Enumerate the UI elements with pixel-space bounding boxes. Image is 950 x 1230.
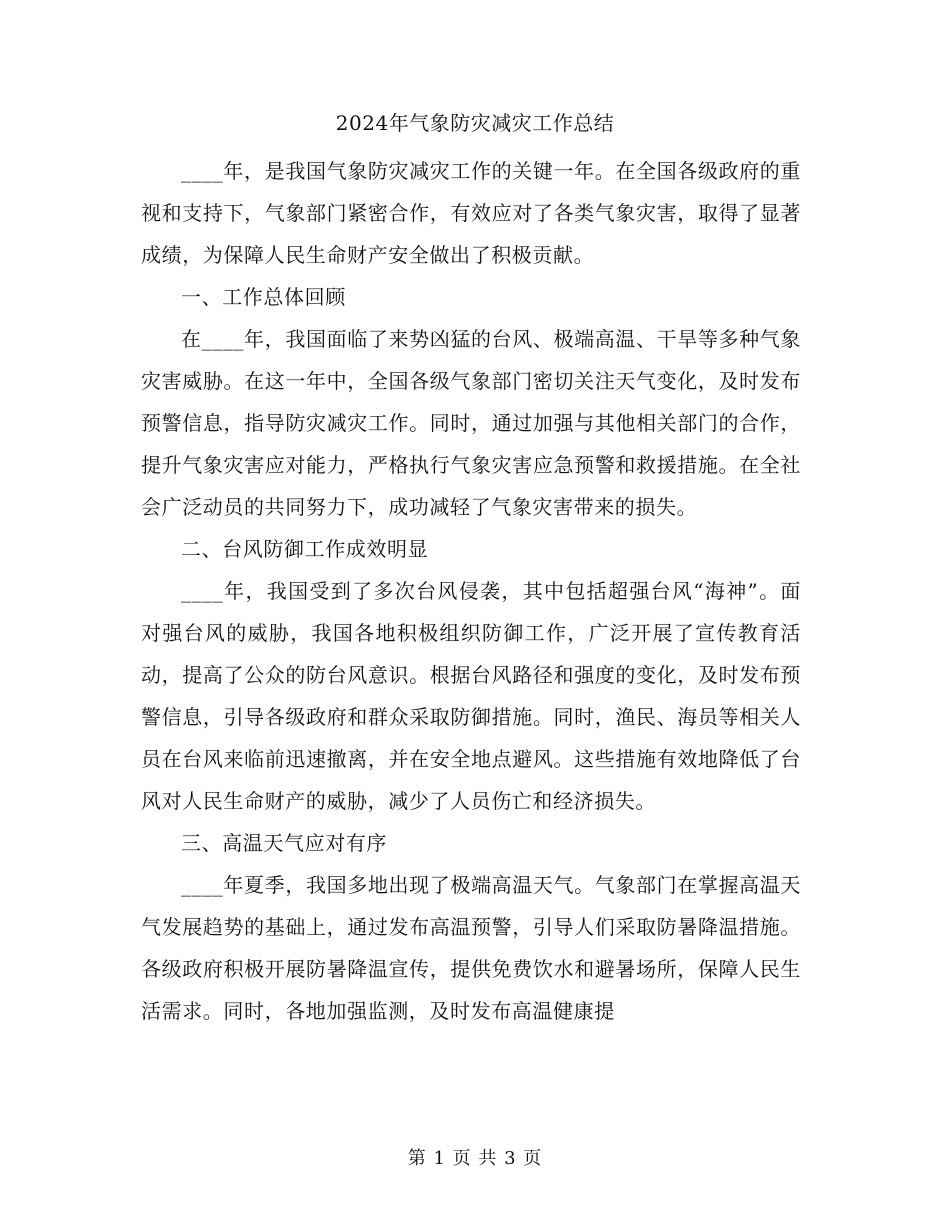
section-heading-heat: 三、高温天气应对有序 bbox=[181, 831, 387, 855]
heat-paragraph: ____年夏季，我国多地出现了极端高温天气。气象部门在掌握高温天气发展趋势的基础上，通过发布高温预警，引导人们采取防暑降温措施。各级政府积极开展防暑降温宣传，提供免费饮水和避暑场所，保障人民生活需求。同时，各地加强监测，及时发布高温健康提 bbox=[141, 873, 801, 1023]
typhoon-paragraph: ____年，我国受到了多次台风侵袭，其中包括超强台风“海神”。面对强台风的威胁，我国各地积极组织防御工作，广泛开展了宣传教育活动，提高了公众的防台风意识。根据台风路径和强度的变化，及时发布预警信息，引导各级政府和群众采取防御措施。同时，渔民、海员等相关人员在台风来临前迅速撤离，并在安全地点避风。这些措施有效地降低了台风对人民生命财产的威胁，减少了人员伤亡和经济损失。 bbox=[141, 579, 801, 813]
section-heading-overview: 一、工作总体回顾 bbox=[181, 285, 346, 309]
intro-paragraph: ____年，是我国气象防灾减灾工作的关键一年。在全国各级政府的重视和支持下，气象部门紧密合作，有效应对了各类气象灾害，取得了显著成绩，为保障人民生命财产安全做出了积极贡献。 bbox=[141, 159, 801, 267]
page-number-footer: 第 1 页 共 3 页 bbox=[407, 1148, 543, 1169]
section-heading-typhoon: 二、台风防御工作成效明显 bbox=[181, 537, 429, 561]
document-title: 2024年气象防灾减灾工作总结 bbox=[335, 111, 615, 135]
overview-paragraph: 在____年，我国面临了来势凶猛的台风、极端高温、干旱等多种气象灾害威胁。在这一年中，全国各级气象部门密切关注天气变化，及时发布预警信息，指导防灾减灾工作。同时，通过加强与其他相关部门的合作，提升气象灾害应对能力，严格执行气象灾害应急预警和救援措施。在全社会广泛动员的共同努力下，成功减轻了气象灾害带来的损失。 bbox=[141, 327, 801, 519]
document-body bbox=[141, 150, 801, 1032]
